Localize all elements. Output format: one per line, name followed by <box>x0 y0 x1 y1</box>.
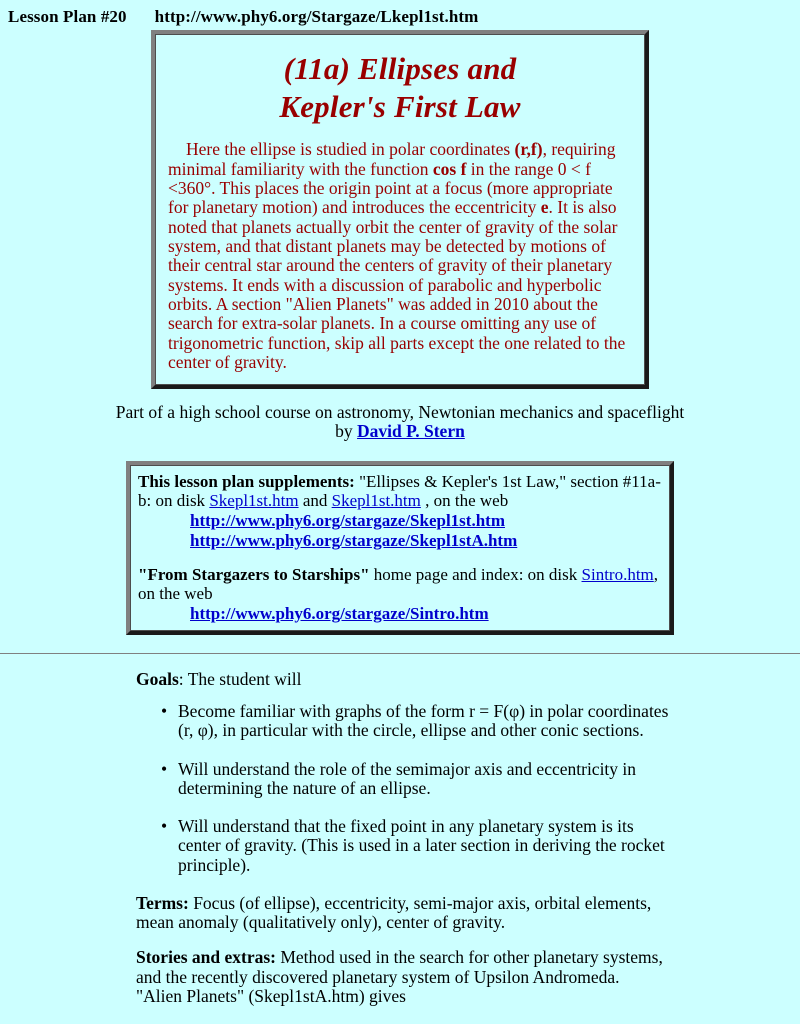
web-url-line-2 <box>190 531 662 550</box>
goals-label: Goals <box>136 668 179 689</box>
stories-text: Method used in the search for other planetary systems, and the recently discovered planetary system of Upsilon Andromeda. "Alien Planets" (Skepl1stA.htm) gives <box>136 947 663 1006</box>
disk-link-skepl1st-a[interactable]: Skepl1st.htm <box>331 490 421 510</box>
supplements-paragraph-1 <box>138 472 662 550</box>
page-title <box>168 50 632 126</box>
author-link[interactable]: David P. Stern <box>357 421 465 442</box>
web-url-line-3 <box>190 604 662 623</box>
abstract-bold-e: e <box>540 197 549 218</box>
supplements-text-2b: , on the web <box>138 564 659 603</box>
stories-label: Stories and extras: <box>136 947 276 968</box>
byline-course-text: Part of a high school course on astronomy, Newtonian mechanics and spaceflight <box>115 402 685 423</box>
list-item: • Will understand the role of the semimajor axis and eccentricity in determining the nature of an ellipse. <box>178 760 678 799</box>
abstract-text-4: . It is also noted that planets actually orbit the center of gravity of the solar system, and that distant planets may be detected by motions of their central star around the centers of gravity of their planetary systems. It ends with a discussion of parabolic and hyperbolic orbits. A section "Alien Planets" was added in 2010 about the search for extra-solar planets. In a course omitting any use of trigonometric function, skip all parts except the one related to the center of gravity. <box>168 197 626 372</box>
abstract-text-2: , requiring minimal familiarity with the function <box>168 139 616 179</box>
supplements-paragraph-2 <box>138 565 662 623</box>
abstract-bold-cosf: cos f <box>432 158 467 179</box>
supplements-box <box>126 461 674 635</box>
web-link-skepl1st[interactable]: http://www.phy6.org/stargaze/Skepl1st.htm <box>190 510 505 530</box>
web-link-sintro[interactable]: http://www.phy6.org/stargaze/Sintro.htm <box>190 603 489 623</box>
title-abstract-box <box>151 30 649 389</box>
lesson-plan-label: Lesson Plan #20 <box>8 7 127 26</box>
terms-paragraph <box>136 894 666 933</box>
web-url-line-1 <box>190 511 662 530</box>
terms-text: Focus (of ellipse), eccentricity, semi-major axis, orbital elements, mean anomaly (qualitatively only), center of gravity. <box>136 892 652 933</box>
page-title-line-2: Kepler's First Law <box>279 89 521 125</box>
goals-heading <box>136 670 666 689</box>
stories-paragraph <box>136 948 666 1006</box>
abstract-text-3: in the range 0 < f <360°. This places the origin point at a focus (more appropriate for planetary motion) and introduces the eccentricity <box>168 158 613 218</box>
disk-link-skepl1st[interactable]: Skepl1st.htm <box>209 490 299 510</box>
disk-link-sintro[interactable]: Sintro.htm <box>581 564 654 584</box>
supplements-text-1a: "Ellipses & Kepler's 1st Law," section #11a-b: on disk <box>138 471 661 510</box>
terms-label: Terms: <box>136 892 189 913</box>
supplements-text-1c: , on the web <box>420 490 509 510</box>
list-item: • Become familiar with graphs of the form r = F(φ) in polar coordinates (r, φ), in particular with the circle, ellipse and other conic sections. <box>178 702 678 741</box>
list-item: • Will understand that the fixed point in any planetary system is its center of gravity. (This is used in a later section in deriving the rocket principle). <box>178 817 678 875</box>
course-byline <box>0 403 800 442</box>
web-link-skepl1sta[interactable]: http://www.phy6.org/stargaze/Skepl1stA.htm <box>190 530 518 550</box>
document-header <box>0 0 800 27</box>
page-title-line-1: (11a) Ellipses and <box>283 51 517 86</box>
supplements-text-2a: home page and index: on disk <box>369 564 582 584</box>
abstract-text-1: Here the ellipse is studied in polar coordinates <box>186 139 515 160</box>
abstract-bold-rf: (r,f) <box>514 139 543 160</box>
byline-by-word: by <box>335 421 358 442</box>
supplements-text-1b: and <box>298 490 332 510</box>
goals-list <box>136 701 669 875</box>
title-abstract-box-inner <box>155 34 645 385</box>
section-divider <box>0 653 800 654</box>
lesson-abstract <box>168 140 632 372</box>
supplements-box-inner <box>130 465 670 631</box>
goals-intro-text: : The student will <box>178 668 302 689</box>
stargazers-home-label: "From Stargazers to Starships" <box>138 564 370 584</box>
supplements-label: This lesson plan supplements: <box>138 471 355 491</box>
lesson-body <box>0 668 669 1006</box>
lesson-plan-url: http://www.phy6.org/Stargaze/Lkepl1st.htm <box>154 7 479 26</box>
